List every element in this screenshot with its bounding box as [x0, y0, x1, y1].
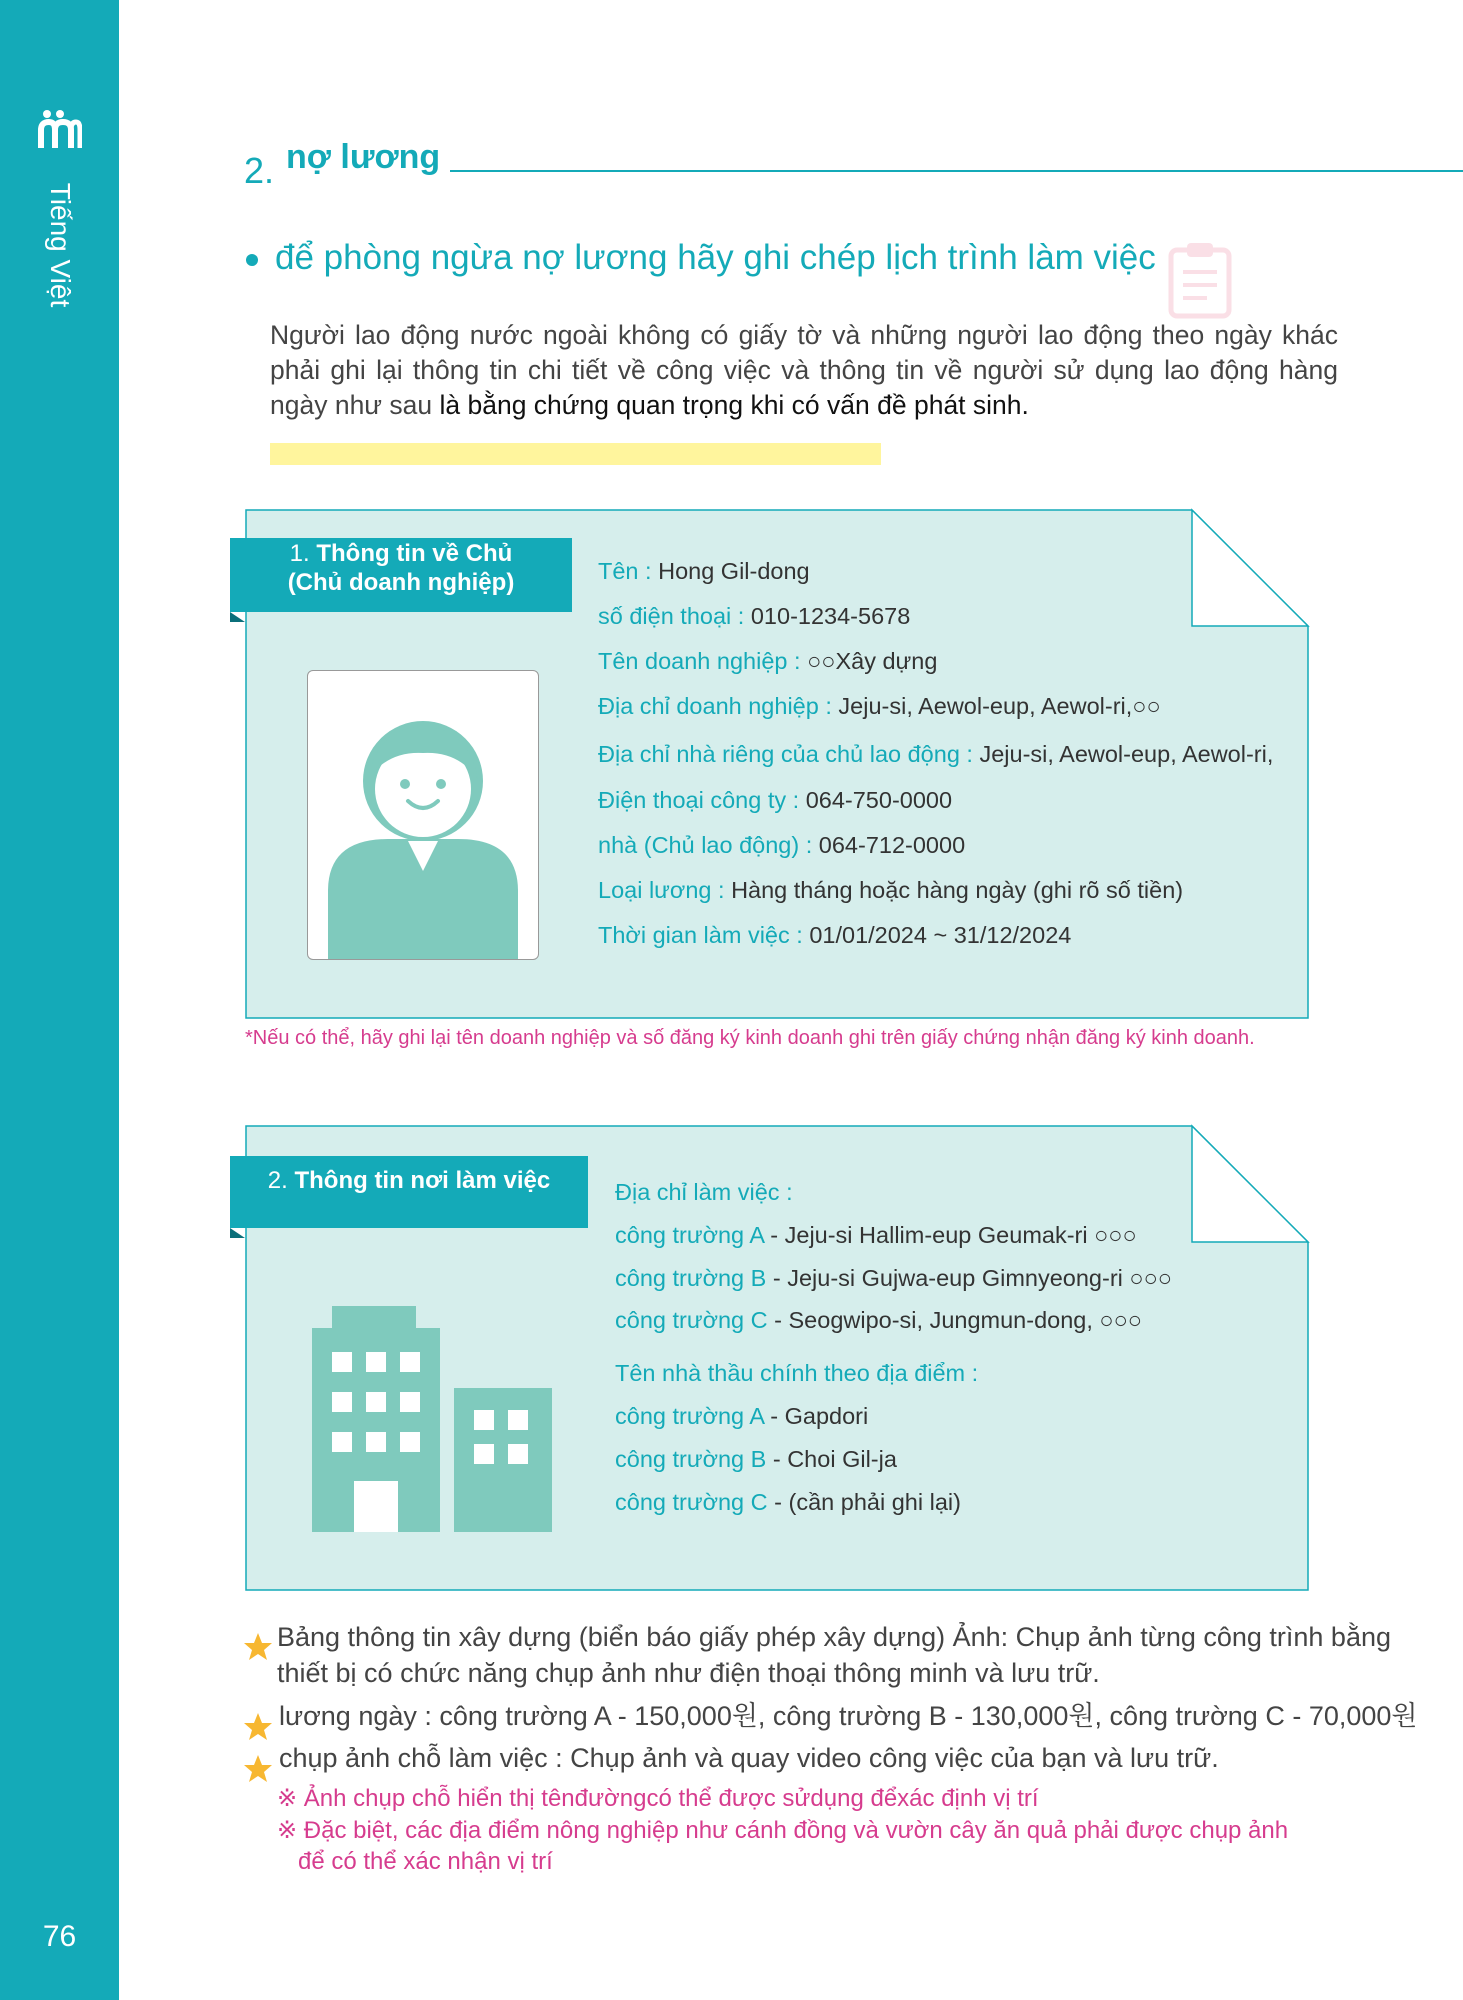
star-icon [243, 1712, 273, 1742]
field-company-phone: Điện thoại công ty : 064-750-0000 [598, 787, 953, 813]
field-home-phone: nhà (Chủ lao động) : 064-712-0000 [598, 832, 966, 858]
tag-title: Thông tin về Chủ [316, 540, 513, 567]
tip-construction-sign: Bảng thông tin xây dựng (biển báo giấy phép xây dựng) Ảnh: Chụp ảnh từng công trình bằng thiết bị có chức năng chụp ảnh như điện thoại thông minh và lưu trữ. [277, 1622, 1392, 1688]
field-home-address: Địa chỉ nhà riêng của chủ lao động : Jeju-si, Aewol-eup, Aewol-ri, [598, 741, 1274, 767]
workplace-info-tag [230, 1156, 588, 1228]
page-number: 76 [42, 1920, 77, 1953]
language-label: Tiếng Việt [45, 182, 76, 308]
field-company-address: Địa chỉ doanh nghiệp : Jeju-si, Aewol-eup, Aewol-ri,○○ [598, 693, 1161, 719]
intro-text: Người lao động nước ngoài không có giấy tờ và những người lao động theo ngày khác phải ghi lại thông tin chi tiết về công việc và thông tin về người sử dụng lao động hàng ngày như sau [270, 320, 1338, 420]
tag-subtitle: (Chủ doanh nghiệp) [287, 569, 515, 596]
tag-title: Thông tin nơi làm việc [294, 1167, 551, 1194]
building-icon [312, 1306, 552, 1532]
intro-emphasis: là bằng chứng quan trọng khi có vấn đề phát sinh. [439, 390, 1029, 420]
field-work-period: Thời gian làm việc : 01/01/2024 ~ 31/12/2024 [598, 922, 1072, 948]
note-farm-location-cont: để có thể xác nhận vị trí [298, 1848, 553, 1875]
address-site-a: công trường A - Jeju-si Hallim-eup Geumak-ri ○○○ [615, 1222, 1137, 1248]
contractor-heading: Tên nhà thầu chính theo địa điểm : [615, 1360, 979, 1386]
bullet-heading: để phòng ngừa nợ lương hãy ghi chép lịch trình làm việc [275, 238, 1156, 277]
star-icon [243, 1754, 273, 1784]
section-number: 2. [244, 150, 275, 191]
field-name: Tên : Hong Gil-dong [598, 558, 810, 584]
contractor-site-a: công trường A - Gapdori [615, 1403, 869, 1429]
section-title: nợ lương [286, 138, 441, 176]
field-salary-type: Loại lương : Hàng tháng hoặc hàng ngày (ghi rõ số tiền) [598, 877, 1184, 903]
address-site-c: công trường C - Seogwipo-si, Jungmun-dong, ○○○ [615, 1307, 1142, 1333]
star-icon [243, 1632, 273, 1662]
note-street-name-photo: ※ Ảnh chụp chỗ hiển thị tênđườngcó thể được sửdụng đểxác định vị trí [277, 1785, 1039, 1812]
note-farm-location: ※ Đặc biệt, các địa điểm nông nghiệp như cánh đồng và vườn cây ăn quả phải được chụp ảnh [277, 1817, 1289, 1844]
address-heading: Địa chỉ làm việc : [615, 1179, 793, 1205]
business-registration-note: *Nếu có thể, hãy ghi lại tên doanh nghiệp và số đăng ký kinh doanh ghi trên giấy chứng nhận đăng ký kinh doanh. [245, 1027, 1255, 1049]
field-company-name: Tên doanh nghiệp : ○○Xây dựng [598, 648, 938, 674]
contractor-site-c: công trường C - (cần phải ghi lại) [615, 1489, 961, 1515]
tag-number: 2. [267, 1167, 288, 1194]
tip-daily-wage: lương ngày : công trường A - 150,000원, công trường B - 130,000원, công trường C - 70,000원 [279, 1701, 1418, 1731]
tip-workplace-photo: chụp ảnh chỗ làm việc : Chụp ảnh và quay video công việc của bạn và lưu trữ. [279, 1743, 1219, 1773]
tag-number: 1. [289, 540, 310, 567]
address-site-b: công trường B - Jeju-si Gujwa-eup Gimnyeong-ri ○○○ [615, 1265, 1172, 1291]
contractor-site-b: công trường B - Choi Gil-ja [615, 1446, 897, 1472]
field-phone: số điện thoại : 010-1234-5678 [598, 603, 911, 629]
